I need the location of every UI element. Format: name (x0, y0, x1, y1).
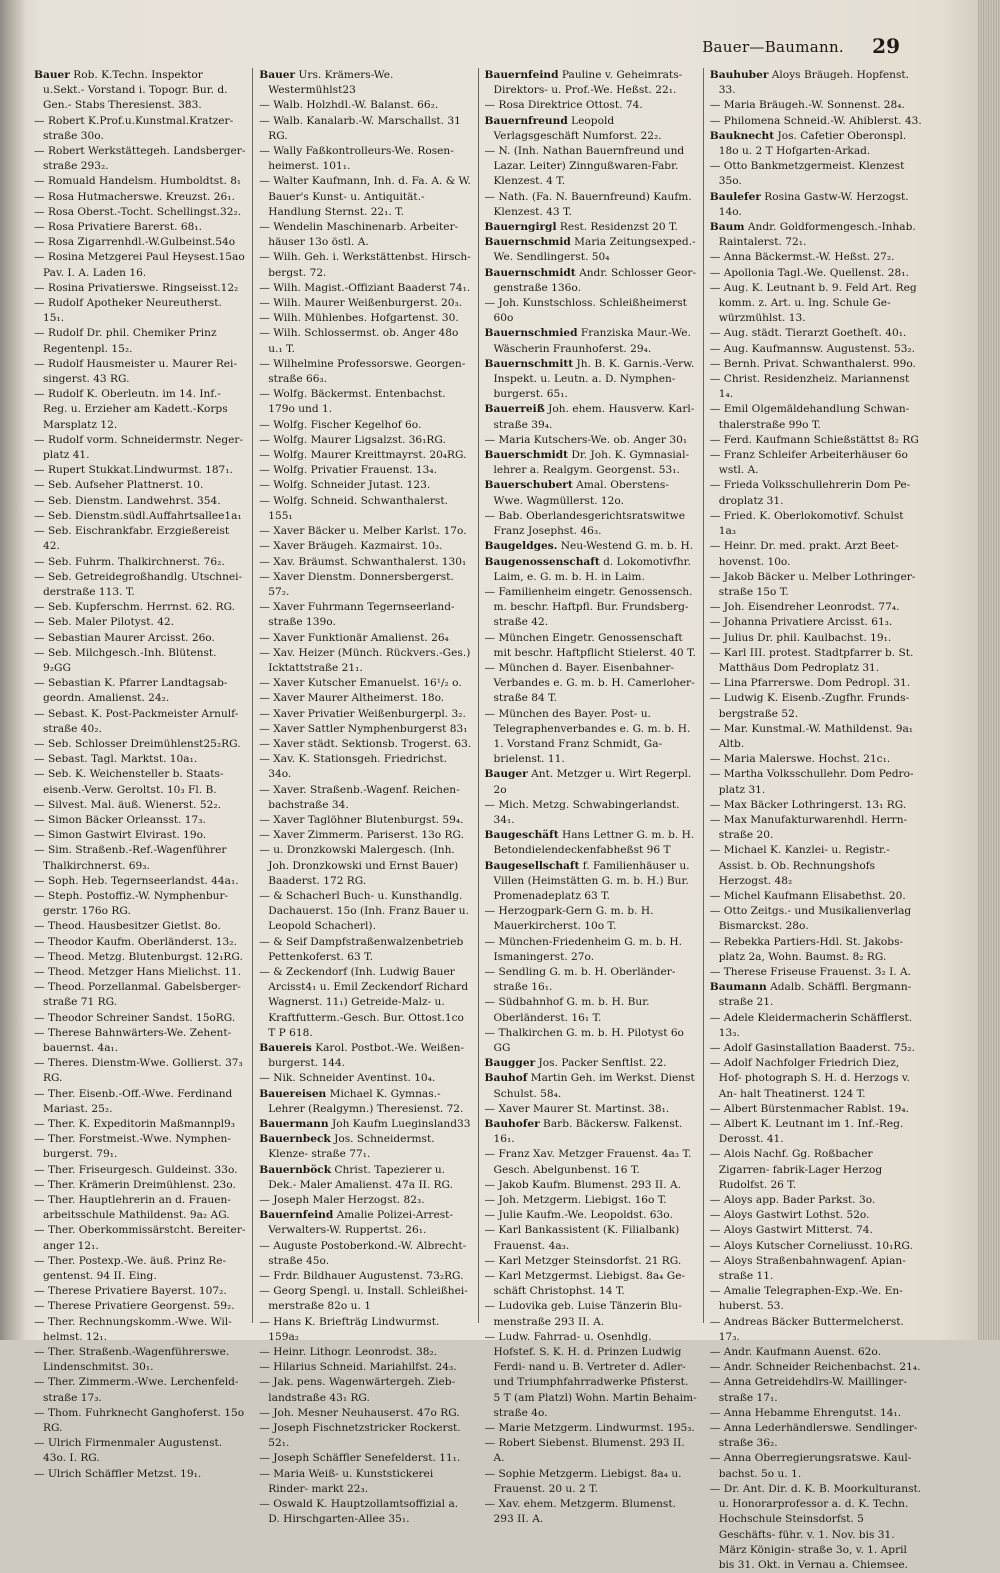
directory-entry: — Bab. Oberlandesgerichtsratswitwe Franz Josephst. 46₃. (484, 509, 685, 538)
directory-entry: — Sim. Straßenb.-Ref.-Wagenführer Thalkirchnerst. 69₃. (34, 844, 227, 872)
directory-entry: — Rudolf Hausmeister u. Maurer Rei- singerst. 43 RG. (34, 357, 238, 386)
directory-entry: Bauger Ant. Metzger u. Wirt Regerpl. 2o (484, 768, 692, 796)
directory-entry: — Wolfg. Bäckermst. Entenbachst. 179o und 1. (259, 388, 446, 416)
directory-entry: — Ludw. Fahrrad- u. Osenhdlg. Hofstef. S. K. H. d. Prinzen Ludwig Ferdi- nand u. B. Vertreter d. Adler- und Triumphfahrradwerke Pfisterst. 5 T (am Platzl) Wohn. Martin Behaim- straße 4o. (484, 1330, 697, 1419)
directory-entry: — & Schacherl Buch- u. Kunsthandlg. Dachauerst. 15o (Inh. Franz Bauer u. Leopold Schacherl). (259, 889, 469, 933)
directory-entry: — Wally Faßkontrolleurs-We. Rosen- heimerst. 101₁. (259, 145, 454, 173)
directory-entry: Bauerreiß Joh. ehem. Hausverw. Karl- straße 39₄. (484, 403, 695, 431)
directory-entry: — Christ. Residenzheiz. Mariannenst 1₄. (709, 373, 910, 401)
directory-entry: — Walter Kaufmann, Inh. d. Fa. A. & W. Bauer's Kunst- u. Antiquität.- Handlung Sternst. 22₁. T. (259, 175, 471, 218)
directory-entry: — Michel Kaufmann Elisabethst. 20. (709, 889, 906, 902)
directory-entry: — Joseph Maler Herzogst. 82₃. (259, 1194, 425, 1207)
directory-entry: — Rudolf Apotheker Neureutherst. 15₁. (34, 297, 222, 325)
directory-entry: — Ther. K. Expeditorin Maßmannpl9₃ (34, 1118, 236, 1131)
directory-entry: — Theodor Kaufm. Oberländerst. 13₂. (34, 935, 237, 948)
directory-entry: — Rudolf Dr. phil. Chemiker Prinz Regentenpl. 15₂. (34, 327, 217, 355)
directory-entry: — Karl Bankassistent (K. Filialbank) Frauenst. 4a₃. (484, 1224, 680, 1252)
directory-entry: — Wolfg. Schneider Jutast. 123. (259, 479, 431, 492)
directory-entry: — Ther. Rechnungskomm.-Wwe. Wil- helmst. 12₁. (34, 1315, 232, 1343)
directory-entry: — Philomena Schneid.-W. Ahiblerst. 43. (709, 114, 922, 127)
directory-entry: — Simon Bäcker Orleansst. 17₃. (34, 813, 206, 826)
directory-entry: — Ther. Friseurgesch. Guldeinst. 33o. (34, 1163, 238, 1176)
directory-entry: — Robert K.Prof.u.Kunstmal.Kratzer- straße 30o. (34, 114, 234, 142)
directory-entry: — Ther. Zimmerm.-Wwe. Lerchenfeld- straße 17₃. (34, 1376, 239, 1404)
directory-entry: — Seb. Eischrankfabr. Erzgießereist 42. (34, 525, 230, 553)
directory-entry: — Sendling G. m. b. H. Oberländer- straße 16₁. (484, 965, 676, 994)
directory-entry: — Ther. Postexp.-We. äuß. Prinz Re- gentenst. 94 II. Eing. (34, 1254, 227, 1283)
directory-entry: — Rebekka Partiers-Hdl. St. Jakobs- platz 2a, Wohn. Baumst. 8₂ RG. (709, 935, 904, 963)
directory-entry: — Joh. Mesner Neuhauserst. 47o RG. (259, 1406, 460, 1419)
directory-entry: — Wolfg. Maurer Kreittmayrst. 20₄RG. (259, 449, 467, 462)
directory-entry: — u. Dronzkowski Malergesch. (Inh. Joh. Dronzkowski und Ernst Bauer) Baaderst. 172 RG. (259, 844, 459, 887)
directory-entry: — Sebast. Tagl. Marktst. 10a₁. (34, 753, 198, 766)
directory-entry: — Marie Metzgerm. Lindwurmst. 195₃. (484, 1422, 695, 1435)
directory-entry: — Wendelin Maschinenarb. Arbeiter- häuser 13o östl. A. (259, 221, 459, 249)
directory-entry: — Robert Werkstättegeh. Landsberger- straße 293₂. (34, 145, 246, 173)
directory-entry: Bauer Urs. Krämers-We. Westermühlst23 (259, 69, 394, 97)
directory-entry: — Xav. ehem. Metzgerm. Blumenst. 293 II. A. (484, 1498, 676, 1526)
directory-entry: — Frdr. Bildhauer Augustenst. 73₂RG. (259, 1270, 464, 1283)
directory-entry: — Franz Xav. Metzger Frauenst. 4a₃ T. Gesch. Abelgunbenst. 16 T. (484, 1148, 692, 1176)
directory-entry: — Seb. Schlosser Dreimühlenst25₂RG. (34, 737, 241, 750)
directory-entry: — Seb. Dienstm.südl.Auffahrtsallee1a₁ (34, 509, 242, 522)
directory-entry: Bauerschmidt Dr. Joh. K. Gymnasial- lehrer a. Realgym. Georgenst. 53₁. (484, 449, 690, 477)
directory-entry: — Xaver Maurer Altheimerst. 18o. (259, 692, 445, 705)
directory-entry: — Wolfg. Fischer Kegelhof 6o. (259, 418, 422, 431)
directory-columns (30, 68, 928, 1571)
directory-entry: Bauereis Karol. Postbot.-We. Weißen- burgerst. 144. (259, 1042, 465, 1070)
directory-entry: — Seb. Kupferschm. Herrnst. 62. RG. (34, 601, 236, 614)
directory-entry: — Alois Nachf. Gg. Roßbacher Zigarren- fabrik-Lager Herzog Rudolfst. 26 T. (709, 1148, 883, 1191)
directory-entry: — Andr. Schneider Reichenbachst. 21₄. (709, 1361, 921, 1374)
directory-entry: Baugeschäft Hans Lettner G. m. b. H. Betondielendeckenfabheßst 96 T (484, 829, 695, 857)
directory-entry: — Sebastian Maurer Arcisst. 26o. (34, 631, 215, 644)
directory-entry: Bauer Rob. K.Techn. Inspektor u.Sekt.- Vorstand i. Topogr. Bur. d. Gen.- Stabs Theresienst. 383. (34, 69, 228, 112)
directory-entry: — Thalkirchen G. m. b. H. Pilotyst 6o GG (484, 1026, 684, 1054)
directory-entry: — Aug. städt. Tierarzt Goetheſt. 40₁. (709, 327, 907, 340)
directory-entry: — Ther. Krämerin Dreimühlenst. 23o. (34, 1178, 236, 1191)
directory-entry: — Sebast. K. Post-Packmeister Arnulf- straße 40₂. (34, 707, 239, 735)
directory-entry: — Xav. Heizer (Münch. Rückvers.-Ges.) Icktattstraße 21₁. (259, 646, 471, 674)
directory-entry: Bauereisen Michael K. Gymnas.-Lehrer (Realgymn.) Theresienst. 72. (259, 1087, 464, 1115)
directory-entry: Baumann Adalb. Schäffl. Bergmann- straße 21. (709, 981, 912, 1009)
directory-entry: — Wilh. Magist.-Offiziant Baaderst 74₁. (259, 281, 471, 294)
directory-entry: — Ther. Oberkommissärstcht. Bereiter- anger 12₁. (34, 1224, 246, 1252)
directory-entry: Bauerschubert Amal. Oberstens-Wwe. Wagmüllerst. 12o. (484, 479, 669, 507)
directory-entry: — Ulrich Firmenmaler Augustenst. 43o. I. RG. (34, 1437, 223, 1465)
directory-entry: — Xaver Dienstm. Donnersbergerst. 57₂. (259, 570, 454, 598)
directory-entry: — Julius Dr. phil. Kaulbachst. 19₁. (709, 631, 892, 644)
directory-entry: — Ther. Forstmeist.-Wwe. Nymphen- burgerst. 79₁. (34, 1133, 231, 1161)
directory-entry: — Wilh. Schlossermst. ob. Anger 48o u.₁ T. (259, 327, 459, 355)
directory-entry: — Heinr. Lithogr. Leonrodst. 38₂. (259, 1346, 438, 1359)
directory-entry: — Sophie Metzgerm. Liebigst. 8a₄ u. Frauenst. 20 u. 2 T. (484, 1467, 682, 1495)
directory-entry: — Aloys app. Bader Parkst. 3o. (709, 1194, 876, 1207)
directory-entry: Bauernfreund Leopold Verlagsgeschäft Numforst. 22₂. (484, 114, 662, 142)
directory-entry: — Xaver Kutscher Emanuelst. 16¹/₂ o. (259, 677, 462, 690)
directory-entry: — Wolfg. Schneid. Schwanthalerst. 155₁ (259, 494, 448, 522)
directory-entry: — Thom. Fuhrknecht Ganghoferst. 15o RG. (34, 1406, 245, 1435)
directory-entry: — Wilh. Mühlenbes. Hofgartenst. 30. (259, 312, 459, 325)
directory-entry: — Aloys Straßenbahnwagenf. Apian- straße 11. (709, 1254, 906, 1283)
directory-entry: — Walb. Kanalarb.-W. Marschallst. 31 RG. (259, 114, 461, 142)
directory-entry: — Xaver Sattler Nymphenburgerst 83₁ (259, 722, 468, 735)
directory-entry: — Georg Spengl. u. Install. Schleißhei- merstraße 82o u. 1 (259, 1285, 468, 1313)
directory-entry: Bauernschmidt Andr. Schlosser Geor- genstraße 136o. (484, 266, 697, 294)
directory-entry: — Aug. Kaufmannsw. Augustenst. 53₂. (709, 342, 916, 355)
directory-entry: — Max Manufakturwarenhdl. Herrn- straße 20. (709, 813, 908, 842)
directory-entry: — Otto Bankmetzgermeist. Klenzest 35o. (709, 160, 905, 188)
directory-entry: — Rosa Hutmacherswe. Kreuzst. 26₁. (34, 190, 235, 203)
directory-entry: — Hilarius Schneid. Mariahilfst. 24₃. (259, 1361, 457, 1374)
directory-entry: — & Zeckendorf (Inh. Ludwig Bauer Arcisst4₁ u. Emil Zeckendorf Richard Wagnerst. 11₁) Getreide-Malz- u. Kraftfutterm.-Gesch. Bur. Ottost.1co T P 618. (259, 965, 469, 1039)
directory-entry: — Maria Weiß- u. Kunststickerei Rinder- markt 22₃. (259, 1467, 434, 1495)
directory-entry: — N. (Inh. Nathan Bauernfreund und Lazar. Leiter) Zinngußwaren-Fabr. Klenzest. 4 T. (484, 145, 685, 188)
directory-entry: — Joh. Kunstschloss. Schleißheimerst 60o (484, 297, 687, 325)
directory-entry: — Aloys Kutscher Corneliusst. 10₁RG. (709, 1239, 913, 1252)
directory-entry: — Theod. Hausbesitzer Gietlst. 8o. (34, 920, 221, 933)
directory-entry: — Therese Friseuse Frauenst. 3₂ I. A. (709, 965, 912, 978)
directory-entry: — Südbahnhof G. m. b. H. Bur. Oberländerst. 16₁ T. (484, 996, 650, 1024)
directory-entry: — Maria Malerswe. Hochst. 21c₁. (709, 753, 891, 766)
directory-entry: Baum Andr. Goldformengesch.-Inhab. Raintalerst. 72₁. (709, 221, 916, 249)
directory-entry: — Emil Olgemäldehandlung Schwan- thalerstraße 99o T. (709, 403, 910, 431)
directory-entry: — Ludwig K. Eisenb.-Zugfhr. Frunds- bergstraße 52. (709, 692, 910, 720)
directory-entry: — Jakob Kaufm. Blumenst. 293 II. A. (484, 1178, 681, 1191)
directory-entry: — Wilh. Geh. i. Werkstättenbst. Hirsch- bergst. 72. (259, 251, 471, 279)
directory-entry: — Xav. K. Stationsgeh. Friedrichst. 34o. (259, 753, 448, 781)
directory-entry: — Karl Metzgermst. Liebigst. 8a₄ Ge- schäft Christophst. 14 T. (484, 1270, 686, 1298)
directory-entry: — Johanna Privatiere Arcisst. 61₃. (709, 616, 893, 629)
directory-entry: Baugeldges. Neu-Westend G. m. b. H. (484, 540, 694, 553)
directory-entry: — Nik. Schneider Aventinst. 10₄. (259, 1072, 436, 1085)
directory-entry: — Michael K. Kanzlei- u. Registr.-Assist. b. Ob. Rechnungshofs Herzogst. 48₂ (709, 844, 890, 887)
directory-entry: — Apollonia Tagl.-We. Quellenst. 28₁. (709, 266, 909, 279)
directory-entry: — Theod. Metzger Hans Mielichst. 11. (34, 965, 241, 978)
directory-entry: — Therese Bahnwärters-We. Zehent- bauernst. 4a₁. (34, 1026, 232, 1054)
directory-entry: — Theod. Metzg. Blutenburgst. 12₁RG. (34, 950, 243, 963)
directory-entry: — Wolfg. Privatier Frauenst. 13₄. (259, 464, 437, 477)
directory-entry: — & Seif Dampfstraßenwalzenbetrieb Pettenkoferst. 63 T. (259, 935, 464, 963)
directory-entry: Bauernbeck Jos. Schneidermst. Klenze- straße 77₁. (259, 1133, 435, 1161)
directory-entry: — Simon Gastwirt Elvirast. 19o. (34, 829, 207, 842)
directory-entry: — Xaver Bräugeh. Kazmairst. 10₃. (259, 540, 443, 553)
directory-entry: — Mich. Metzg. Schwabingerlandst. 34₁. (484, 798, 680, 826)
directory-entry: — Rosa Direktrice Ottost. 74. (484, 99, 643, 112)
directory-entry: — Heinr. Dr. med. prakt. Arzt Beet- hovenst. 10o. (709, 540, 899, 568)
directory-entry: Bauhof Martin Geh. im Werkst. Dienst Schulst. 58₄. (484, 1072, 695, 1100)
directory-entry: — Soph. Heb. Tegernseerlandst. 44a₁. (34, 874, 239, 887)
directory-entry: Bauerngirgl Rest. Residenzst 20 T. (484, 221, 678, 234)
directory-entry: — Joh. Metzgerm. Liebigst. 16o T. (484, 1194, 667, 1207)
directory-entry: — Adolf Gasinstallation Baaderst. 75₂. (709, 1042, 915, 1054)
directory-entry: — Jakob Bäcker u. Melber Lothringer- straße 15o T. (709, 570, 916, 598)
directory-entry: — Rudolf K. Oberleutn. im 14. Inf.- Reg. u. Erzieher am Kadett.-Korps Marsplatz 12. (34, 388, 228, 431)
directory-entry: — Xaver Maurer St. Martinst. 38₁. (484, 1102, 670, 1115)
directory-entry: — Otto Zeitgs.- und Musikalienverlag Bismarckst. 28o. (709, 905, 912, 933)
directory-entry: — Seb. Maler Pilotyst. 42. (34, 616, 175, 629)
directory-entry: — Mar. Kunstmal.-W. Mathildenst. 9a₁ Altb. (709, 722, 914, 750)
column-1 (30, 68, 252, 1480)
column-3 (478, 68, 703, 1526)
page-edge-stack (978, 0, 1000, 1340)
directory-entry: Bauhuber Aloys Bräugeh. Hopfenst. 33. (709, 69, 910, 97)
page-header (30, 36, 900, 62)
directory-entry: — Rosa Zigarrenhdl.-W.Gulbeinst.54o (34, 236, 236, 249)
directory-entry: — Adolf Nachfolger Friedrich Diez, Hof- photograph S. H. d. Herzogs v. An- halt Theatinerst. 124 T. (709, 1057, 910, 1100)
binding-gutter-shadow (0, 0, 26, 1340)
directory-entry: — München-Friedenheim G. m. b. H. Ismaningerst. 27o. (484, 935, 682, 963)
directory-entry: Baulefer Rosina Gastw-W. Herzogst. 14o. (709, 190, 909, 218)
directory-entry: — Fried. K. Oberlokomotivf. Schulst 1a₃ (709, 509, 904, 538)
directory-entry: — Bernh. Privat. Schwanthalerst. 99o. (709, 357, 916, 370)
directory-entry: — Amalie Telegraphen-Exp.-We. En- huberst. 53. (709, 1285, 903, 1313)
directory-entry: — Anna Oberregierungsratswe. Kaul- bachst. 5o u. 1. (709, 1452, 912, 1480)
directory-entry: Bauernschmid Maria Zeitungsexped.- We. Sendlingerst. 50₄ (484, 236, 696, 264)
directory-entry: — Xaver Fuhrmann Tegernseerland- straße 139o. (259, 601, 455, 629)
directory-entry: — Xaver Zimmerm. Pariserst. 13o RG. (259, 829, 464, 842)
directory-entry: — Aloys Gastwirt Lothst. 52o. (709, 1209, 870, 1222)
directory-entry: — Therese Privatiere Bayerst. 107₂. (34, 1285, 227, 1298)
directory-entry: — Seb. Dienstm. Landwehrst. 354. (34, 494, 221, 507)
directory-entry: — Wilh. Maurer Weißenburgerst. 20₃. (259, 297, 463, 310)
directory-entry: — Romuald Handelsm. Humboldtst. 8₁ (34, 175, 242, 188)
directory-entry: — Xaver Funktionär Amalienst. 26₄ (259, 631, 449, 644)
running-head: Bauer—Baumann. (702, 38, 844, 56)
directory-entry: — München d. Bayer. Eisenbahner- Verbandes e. G. m. b. H. Camerloher- straße 84 T. (484, 661, 695, 705)
directory-entry: — Rosa Privatiere Barerst. 68₁. (34, 221, 202, 234)
directory-entry: — Andreas Bäcker Buttermelcherst. 17₃. (709, 1315, 904, 1343)
directory-entry: — Ferd. Kaufmann Schießstättst 8₂ RG (709, 433, 919, 446)
directory-entry: — Xaver. Straßenb.-Wagenf. Reichen- bachstraße 34. (259, 783, 460, 811)
directory-entry: Bauknecht Jos. Cafetier Oberonspl. 18o u. 2 T Hofgarten-Arkad. (709, 129, 907, 158)
directory-entry: — Max Bäcker Lothringerst. 13₁ RG. (709, 798, 907, 811)
directory-entry: — Anna Bäckermst.-W. Heßst. 27₂. (709, 251, 895, 264)
directory-entry: Bauernschmied Franziska Maur.-We. Wäscherin Fraunhoferst. 29₄. (484, 327, 691, 355)
directory-entry: — Steph. Postoffiz.-W. Nymphenbur- gerstr. 176o RG. (34, 889, 229, 918)
directory-entry: — Dr. Ant. Dir. d. K. B. Moorkulturanst. u. Honorarprofessor a. d. K. Techn. Hochschule Steinsdorfst. 5 Geschäfts- führ. v. 1. Nov. bis 31. März Königin- straße 3o, v. 1. April bis 31. Okt. in Vernau a. Chiemsee. (709, 1482, 922, 1571)
directory-entry: — Albert Bürstenmacher Rablst. 19₄. (709, 1102, 909, 1115)
directory-entry: — Seb. Getreidegroßhandlg. Utschnei- derstraße 113. T. (34, 570, 243, 598)
directory-entry: — Rosina Metzgerei Paul Heysest.15ao Pav. I. A. Laden 16. (34, 251, 245, 279)
directory-entry: Bauernböck Christ. Tapezierer u. Dek.- Maler Amalienst. 47a II. RG. (259, 1163, 454, 1191)
directory-entry: — Ludovika geb. Luise Tänzerin Blu- menstraße 293 II. A. (484, 1300, 682, 1328)
directory-entry: — Rosa Oberst.-Tocht. Schellingst.32₂. (34, 205, 242, 218)
directory-entry: — Anna Lederhändlerswe. Sendlinger- straße 36₂. (709, 1422, 918, 1450)
directory-entry: Baugenossenschaft d. Lokomotivfhr. Laim, e. G. m. b. H. in Laim. (484, 555, 691, 583)
directory-entry: — Aug. K. Leutnant b. 9. Feld Art. Reg komm. z. Art. u. Ing. Schule Ge- würzmühlst. 13. (709, 281, 917, 325)
directory-entry: — Albert K. Leutnant im 1. Inf.-Reg. Derosst. 41. (709, 1118, 904, 1146)
directory-entry: — Rudolf vorm. Schneidermstr. Neger- platz 41. (34, 433, 244, 462)
directory-entry: — Rupert Stukkat.Lindwurmst. 187₁. (34, 464, 233, 477)
directory-entry: — Ulrich Schäffler Metzst. 19₁. (34, 1467, 202, 1480)
column-2 (252, 68, 477, 1526)
directory-entry: — Ther. Hauptlehrerin an d. Frauen- arbeitsschule Mathildenst. 9a₂ AG. (34, 1194, 231, 1222)
directory-entry: — Xav. Bräumst. Schwanthalerst. 130₁ (259, 555, 467, 568)
directory-entry: — Seb. K. Weichensteller b. Staats- eisenb.-Verw. Geroltst. 10₃ Fl. B. (34, 768, 224, 796)
directory-entry: — Jak. pens. Wagenwärtergeh. Zieb- landstraße 43₁ RG. (259, 1376, 456, 1404)
directory-entry: — Familienheim eingetr. Genossensch. m. beschr. Haftpfl. Bur. Frundsberg- straße 42. (484, 585, 693, 629)
directory-entry: Bauhofer Barb. Bäckersw. Falkenst. 16₁. (484, 1118, 683, 1146)
directory-entry: — Seb. Aufseher Plattnerst. 10. (34, 479, 204, 492)
directory-entry: — München des Bayer. Post- u. Telegraphenverbandes e. G. m. b. H. 1. Vorstand Franz Schmidt, Ga- brielenst. 11. (484, 707, 691, 766)
directory-entry: — Silvest. Mal. äuß. Wienerst. 52₂. (34, 798, 221, 811)
directory-entry: — Sebastian K. Pfarrer Landtagsab- geordn. Amalienst. 24₂. (34, 677, 228, 705)
directory-entry: Bauernfeind Pauline v. Geheimrats- Direktors- u. Prof.-We. Heßst. 22₁. (484, 69, 683, 97)
directory-entry: — Seb. Fuhrm. Thalkirchnerst. 76₂. (34, 555, 225, 568)
directory-entry: — Wilhelmine Professorswe. Georgen- straße 66₃. (259, 357, 466, 386)
directory-entry: — Joseph Fischnetzstricker Rockerst. 52₁. (259, 1422, 461, 1450)
directory-entry: — Nath. (Fa. N. Bauernfreund) Kaufm. Klenzest. 43 T. (484, 190, 692, 218)
directory-entry: — Karl III. protest. Stadtpfarrer b. St. Matthäus Dom Pedroplatz 31. (709, 646, 914, 674)
directory-entry: — Xaver Bäcker u. Melber Karlst. 17o. (259, 525, 467, 538)
directory-entry: — Karl Metzger Steinsdorfst. 21 RG. (484, 1254, 682, 1267)
page-number: 29 (872, 34, 900, 58)
directory-entry: — Rosina Privatierswe. Ringseisst.12₂ (34, 281, 239, 294)
directory-entry: — Julie Kaufm.-We. Leopoldst. 63o. (484, 1209, 673, 1222)
directory-entry: — Anna Hebamme Ehrengutst. 14₁. (709, 1406, 902, 1419)
directory-entry: — Herzogpark-Gern G. m. b. H. Mauerkircherst. 10o T. (484, 905, 654, 933)
directory-entry: Baugesellschaft f. Familienhäuser u. Villen (Heimstätten G. m. b. H.) Bur. Promenadeplatz 63 T. (484, 859, 690, 902)
directory-entry: — Auguste Postoberkond.-W. Albrecht- straße 45o. (259, 1239, 467, 1267)
directory-entry: — Theres. Dienstm-Wwe. Gollierst. 37₃ RG. (34, 1057, 243, 1085)
directory-entry: — Oswald K. Hauptzollamtsoffizial a. D. Hirschgarten-Allee 35₁. (259, 1498, 459, 1526)
directory-entry: — Wolfg. Maurer Ligsalzst. 36₁RG. (259, 433, 446, 446)
directory-entry: — Xaver Taglöhner Blutenburgst. 59₄. (259, 813, 464, 826)
directory-entry: — Andr. Kaufmann Auenst. 62o. (709, 1346, 881, 1359)
directory-entry: — Therese Privatiere Georgenst. 59₂. (34, 1300, 235, 1313)
directory-entry: — Joseph Schäffler Senefelderst. 11₁. (259, 1452, 461, 1465)
directory-entry: — Theodor Schreiner Sandst. 15oRG. (34, 1011, 236, 1024)
directory-entry: — Theod. Porzellanmal. Gabelsberger- straße 71 RG. (34, 981, 241, 1009)
directory-entry: Bauernschmitt Jh. B. K. Garnis.-Verw. Inspekt. u. Leutn. a. D. Nymphen- burgerst. 65₁. (484, 357, 695, 401)
directory-entry: — Seb. Milchgesch.-Inh. Blütenst. 9₂GG (34, 646, 217, 674)
directory-entry: — Franz Schleifer Arbeiterhäuser 6o wstl. A. (709, 449, 908, 477)
directory-entry: — Joh. Eisendreher Leonrodst. 77₄. (709, 601, 900, 614)
directory-entry: — Frieda Volksschullehrerin Dom Pe- droplatz 31. (709, 479, 911, 507)
directory-entry: — Adele Kleidermacherin Schäfflerst. 13₃. (709, 1011, 913, 1039)
directory-entry: — Anna Getreidehdlrs-W. Maillinger- straße 17₁. (709, 1376, 907, 1404)
directory-entry: — Martha Volksschullehr. Dom Pedro- platz 31. (709, 768, 914, 796)
directory-entry: — Walb. Holzhdl.-W. Balanst. 66₂. (259, 99, 439, 112)
directory-entry: — Aloys Gastwirt Mitterst. 74. (709, 1224, 873, 1237)
directory-entry: Bauernfeind Amalie Polizei-Arrest- Verwalters-W. Ruppertst. 26₁. (259, 1209, 454, 1237)
column-4 (703, 68, 928, 1571)
directory-entry: — Xaver Privatier Weißenburgerpl. 3₂. (259, 707, 466, 720)
directory-entry: — Maria Kutschers-We. ob. Anger 30₁ (484, 433, 688, 446)
directory-entry: Baugger Jos. Packer Senftlst. 22. (484, 1057, 667, 1070)
directory-entry: — Maria Bräugeh.-W. Sonnenst. 28₄. (709, 99, 905, 112)
directory-entry: — Xaver städt. Sektionsb. Trogerst. 63. (259, 737, 472, 750)
directory-entry: — Ther. Straßenb.-Wagenführerswe. Lindenschmitst. 30₁. (34, 1346, 230, 1374)
directory-entry: — München Eingetr. Genossenschaft mit beschr. Haftpflicht Stielerst. 40 T. (484, 631, 696, 659)
directory-entry: — Lina Pfarrerswe. Dom Pedropl. 31. (709, 677, 911, 690)
directory-entry: — Robert Siebenst. Blumenst. 293 II. A. (484, 1437, 685, 1465)
directory-entry: — Ther. Eisenb.-Off.-Wwe. Ferdinand Mariast. 25₂. (34, 1087, 233, 1115)
directory-entry: — Hans K. Briefträg Lindwurmst. 159a₂ (259, 1315, 440, 1343)
directory-entry: Bauermann Joh Kaufm Lueginsland33 (259, 1118, 471, 1131)
